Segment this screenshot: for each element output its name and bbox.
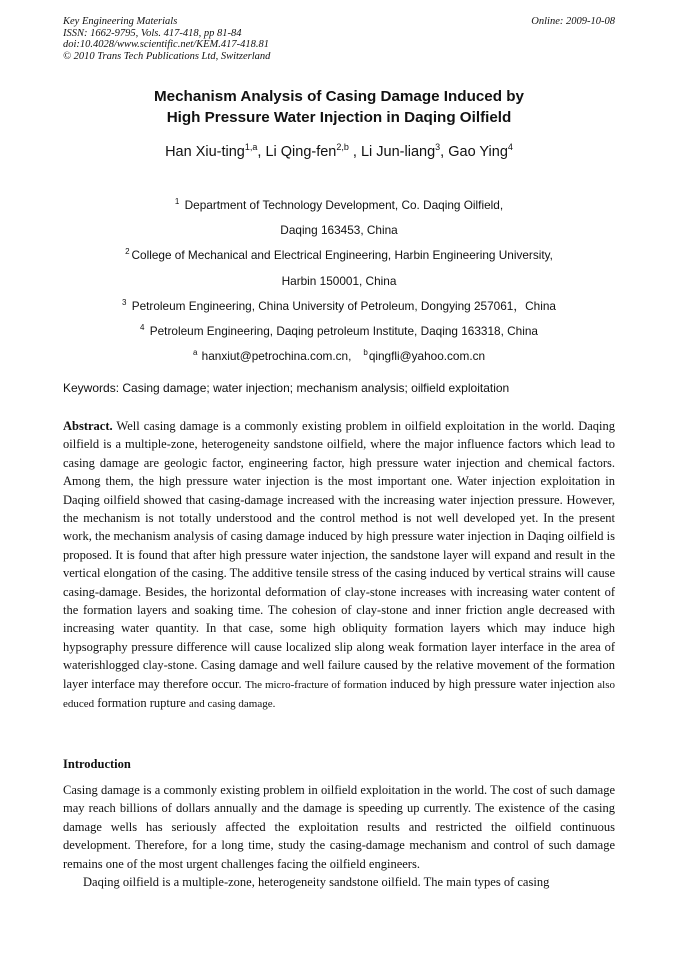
author-name: Han Xiu-ting: [165, 144, 245, 160]
journal-header: [63, 16, 270, 62]
abstract-tail: also educed: [63, 678, 616, 711]
abstract-tail: induced by high pressure water injection: [386, 676, 598, 691]
affiliation-1: [63, 193, 615, 218]
author-name: Li Jun-liang: [360, 144, 436, 160]
affiliation-2: [63, 243, 615, 268]
journal-name: Key Engineering Materials: [63, 16, 178, 27]
issn-line: ISSN: 1662-9795, Vols. 417-418, pp 81-84: [63, 27, 242, 39]
author-separator: ,: [257, 144, 266, 160]
copyright-line: © 2010 Trans Tech Publications Ltd, Switzerland: [63, 50, 271, 62]
affiliation-2-city: Harbin 150001, China: [281, 273, 397, 288]
paragraph: Casing damage is a commonly existing problem in oilfield exploitation in the world. The cost of such damage may reach billions of dollars annually and the damage is speeding up currently. The existence of the casing damage wells has seriously affected the exploitation results and restricted the oilfield continuous development. Therefore, for a long time, study the casing-damage mechanism and control of such damage remains one of the most urgent challenges facing the oilfield engineers.: [63, 783, 615, 871]
affiliation-number: 4: [140, 323, 145, 333]
paper-title: [63, 86, 615, 128]
affiliation-1-city: Daqing 163453, China: [280, 223, 398, 238]
abstract: [63, 417, 615, 714]
author-affil-mark: 4: [507, 142, 513, 152]
author-name: Gao Ying: [448, 144, 508, 160]
title-line-2: High Pressure Water Injection in Daqing Oilfield: [166, 109, 512, 126]
paragraph: Daqing oilfield is a multiple-zone, heterogeneity sandstone oilfield. The main types of casing: [83, 875, 550, 890]
email-b: qingfli@yahoo.com.cn: [368, 349, 486, 364]
author-name: Li Qing-fen: [265, 144, 337, 160]
abstract-body: Well casing damage is a commonly existing problem in oilfield exploitation in the world. Daqing oilfield is a multiple-zone, heterogeneity sandstone oilfield, where the major influence factors which lead to casing damage are geologic factor, engineering factor, high pressure water injection and chemical factors. Among them, the high pressure water injection is the most important one. Water injection exploitation in Daqing oilfield showed that casing-damage increased with the increasing water injection pressure. However, the mechanism is not totally understood and the control method is not well developed yet. In the present work, the mechanism analysis of casing damage induced by high pressure water injection in Daqing oilfield is proposed. It is found that after high pressure water injection, the sandstone layer will expand and result in the vertical elongation of the casing. The additive tensile stress of the casing induced by vertical strains will cause casing-damage. Besides, the horizontal deformation of clay-stone increases with increasing water content of the formation layers and soaking time. The cohesion of clay-stone and inner friction angle decreased with increasing water quantity. In that case, some high obliquity formation layers which may induce high hypsography pressure difference will cause localized slip along weak formation layer interface in the area of waterishlogged clay-stone. Casing damage and well failure caused by the relative movement of the formation layer interface may therefore occur.: [63, 419, 615, 691]
doi-line: doi:10.4028/www.scientific.net/KEM.417-418.81: [63, 39, 269, 51]
section-heading-introduction: Introduction: [63, 757, 131, 771]
author-separator: ,: [440, 144, 449, 160]
introduction-body: [63, 781, 615, 891]
author-separator: ,: [348, 144, 361, 160]
author-affil-mark: 2,b: [336, 142, 349, 152]
affiliation-number: 1: [174, 197, 180, 206]
abstract-tail: formation rupture: [94, 696, 189, 711]
online-date: Online: 2009-10-08: [531, 16, 615, 27]
affiliation-text: College of Mechanical and Electrical Engineering, Harbin Engineering University,: [131, 248, 553, 263]
author-list: [63, 143, 615, 161]
abstract-tail: The micro-fracture of formation: [244, 678, 387, 691]
affiliation-text: Department of Technology Development, Co. Daqing Oilfield,: [184, 198, 504, 212]
email-line: [63, 344, 615, 369]
affiliation-number: 2: [125, 247, 130, 257]
author-affil-mark: 3: [435, 142, 441, 152]
keywords: Keywords: Casing damage; water injection; mechanism analysis; oilfield exploitation: [63, 381, 510, 395]
abstract-label: Abstract.: [63, 419, 113, 433]
email-mark: a: [192, 348, 198, 358]
affiliation-text: Petroleum Engineering, Daqing petroleum Institute, Daqing 163318, China: [149, 324, 538, 339]
affiliation-number: 3: [121, 297, 127, 307]
affiliations: [63, 193, 615, 369]
abstract-tail: and casing damage.: [188, 698, 276, 711]
email-mark: b: [363, 348, 368, 358]
affiliation-text: Petroleum Engineering, China University of Petroleum, Dongying 257061，China: [131, 298, 556, 313]
email-a: hanxiut@petrochina.com.cn,: [201, 349, 352, 364]
author-affil-mark: 1,a: [244, 142, 258, 152]
affiliation-4: [63, 319, 615, 344]
title-line-1: Mechanism Analysis of Casing Damage Induced by: [154, 88, 524, 105]
affiliation-3: [63, 294, 615, 319]
